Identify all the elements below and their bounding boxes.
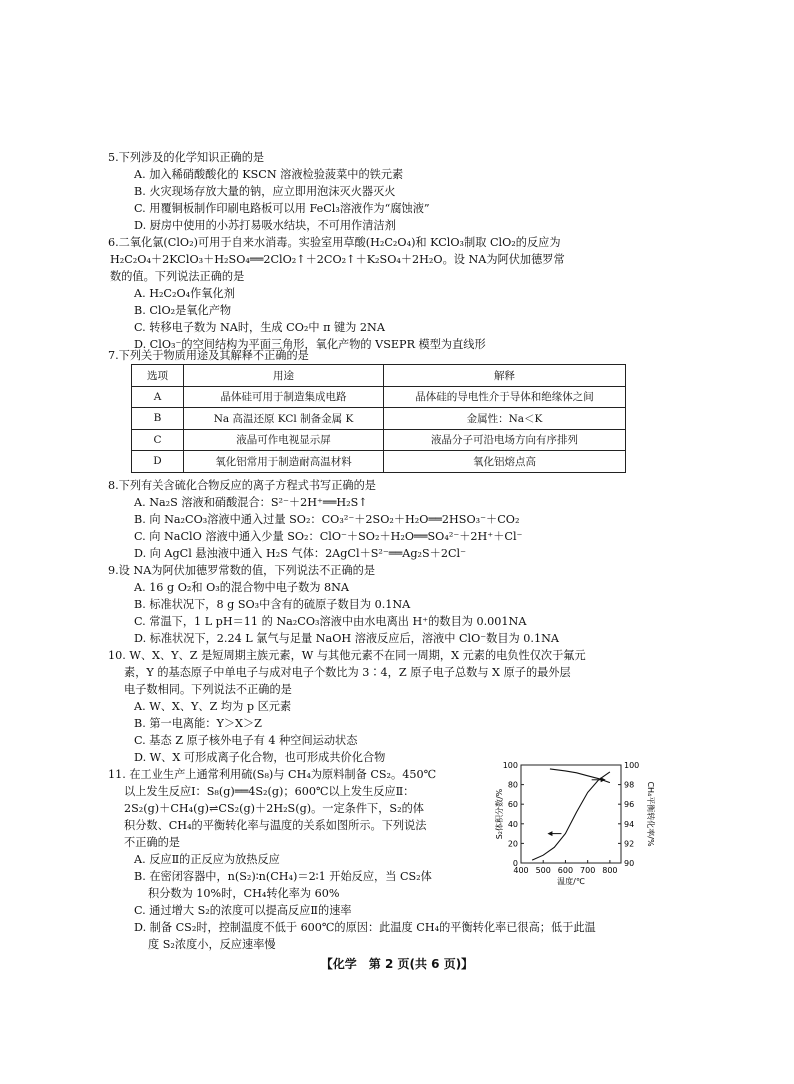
chart-plot-area: [494, 761, 656, 886]
right-axis-arrowhead: [601, 777, 606, 782]
y-left-tick-label: 60: [507, 800, 518, 810]
q5-option-d: D. 厨房中使用的小苏打易吸水结块，不可用作清洁剂: [134, 219, 396, 232]
q8-option-c: C. 向 NaClO 溶液中通入少量 SO₂：ClO⁻＋SO₂＋H₂O══SO₄²⁻＋2H⁺＋Cl⁻: [134, 530, 523, 543]
q6-option-b: B. ClO₂是氧化产物: [134, 304, 232, 317]
table-cell: C: [132, 429, 184, 451]
q11-stem-line4: 积分数、CH₄的平衡转化率与温度的关系如图所示。下列说法: [124, 819, 427, 832]
q9-option-c: C. 常温下，1 L pH＝11 的 Na₂CO₃溶液中由水电离出 H⁺的数目为 0.001NA: [134, 615, 527, 628]
table-header-cell: 选项: [132, 365, 184, 387]
y-right-tick-label: 94: [624, 819, 635, 829]
q10-option-d: D. W、X 可形成离子化合物，也可形成共价化合物: [134, 751, 386, 764]
x-tick-label: 400: [513, 866, 529, 875]
q5-option-a: A. 加入稀硝酸酸化的 KSCN 溶液检验菠菜中的铁元素: [134, 168, 404, 181]
q8-option-d: D. 向 AgCl 悬浊液中通入 H₂S 气体：2AgCl＋S²⁻══Ag₂S＋2Cl⁻: [134, 547, 467, 560]
q11-option-a: A. 反应Ⅱ的正反应为放热反应: [134, 853, 280, 866]
page-footer: 【化学 第 2 页(共 6 页)】: [320, 957, 474, 971]
y-right-tick-label: 96: [624, 800, 635, 810]
q10-stem-line3: 电子数相同。下列说法不正确的是: [124, 683, 292, 696]
q9-option-a: A. 16 g O₂和 O₃的混合物中电子数为 8NA: [134, 581, 349, 594]
table-row: [132, 429, 626, 451]
y-right-tick-label: 100: [624, 761, 640, 770]
q8-option-b: B. 向 Na₂CO₃溶液中通入过量 SO₂：CO₃²⁻＋2SO₂＋H₂O══2HSO₃⁻＋CO₂: [134, 513, 520, 526]
x-tick-label: 600: [557, 866, 574, 875]
table-header-cell: 解释: [384, 365, 626, 387]
q11-stem-line5: 不正确的是: [124, 836, 180, 849]
table-cell: 晶体硅可用于制造集成电路: [184, 386, 384, 408]
q8-stem: 8.下列有关含硫化合物反应的离子方程式书写正确的是: [108, 479, 376, 492]
y-left-axis-label: S₂体积分数/%: [495, 788, 504, 840]
q11-option-d-line1: D. 制备 CS₂时，控制温度不低于 600℃的原因：此温度 CH₄的平衡转化率已很高；低于此温: [134, 921, 596, 934]
q9-option-d: D. 标准状况下，2.24 L 氯气与足量 NaOH 溶液反应后，溶液中 ClO⁻数目为 0.1NA: [134, 632, 559, 645]
q10-stem-line1: 10. W、X、Y、Z 是短周期主族元素，W 与其他元素不在同一周期，X 元素的电负性仅次于氟元: [108, 649, 586, 662]
x-tick-label: 500: [535, 866, 551, 875]
q6-option-c: C. 转移电子数为 NA时，生成 CO₂中 π 键为 2NA: [134, 321, 385, 334]
q7-stem: 7.下列关于物质用途及其解释不正确的是: [108, 349, 309, 362]
table-cell: Na 高温还原 KCl 制备金属 K: [184, 408, 384, 430]
table-cell: A: [132, 386, 184, 408]
q5-option-b: B. 火灾现场存放大量的钠，应立即用泡沫灭火器灭火: [134, 185, 396, 198]
y-left-tick-label: 20: [507, 839, 518, 849]
series-line-1: [532, 772, 610, 860]
table-row: [132, 451, 626, 473]
q9-option-b: B. 标准状况下，8 g SO₃中含有的硫原子数目为 0.1NA: [134, 598, 411, 611]
q11-option-c: C. 通过增大 S₂的浓度可以提高反应Ⅱ的速率: [134, 904, 352, 917]
q5-stem: 5.下列涉及的化学知识正确的是: [108, 151, 265, 164]
chart-frame: [521, 765, 621, 863]
y-left-tick-label: 40: [507, 819, 518, 829]
y-right-axis-label: CH₄平衡转化率/%: [646, 781, 655, 847]
q10-option-b: B. 第一电离能：Y＞X＞Z: [134, 717, 262, 730]
table-row: [132, 386, 626, 408]
q6-option-d: D. ClO₃⁻的空间结构为平面三角形，氧化产物的 VSEPR 模型为直线形: [134, 338, 486, 351]
x-axis-label: 温度/℃: [557, 877, 585, 886]
table-header-row: [132, 365, 626, 387]
q6-stem-line3: 数的值。下列说法正确的是: [110, 270, 245, 283]
q6-stem-line2: H₂C₂O₄＋2KClO₃＋H₂SO₄══2ClO₂↑＋2CO₂↑＋K₂SO₄＋2H₂O。设 NA为阿伏加德罗常: [110, 253, 565, 266]
y-left-tick-label: 0: [512, 859, 518, 868]
table-cell: 金属性：Na＜K: [384, 408, 626, 430]
q6-option-a: A. H₂C₂O₄作氧化剂: [134, 287, 235, 300]
table-cell: 液晶可作电视显示屏: [184, 429, 384, 451]
q5-option-c: C. 用覆铜板制作印刷电路板可以用 FeCl₃溶液作为“腐蚀液”: [134, 202, 430, 215]
q10-stem-line2: 素，Y 的基态原子中单电子与成对电子个数比为 3∶4，Z 原子电子总数与 X 原子的最外层: [124, 666, 571, 679]
y-right-tick-label: 90: [624, 859, 635, 868]
x-tick-label: 700: [580, 866, 596, 875]
q11-option-d-line2: 度 S₂浓度小，反应速率慢: [148, 938, 276, 951]
table-cell: 氧化铝常用于制造耐高温材料: [184, 451, 384, 473]
q11-option-b-line1: B. 在密闭容器中，n(S₂)∶n(CH₄)＝2∶1 开始反应，当 CS₂体: [134, 870, 432, 883]
q11-chart: [493, 760, 653, 888]
q7-table: [131, 364, 626, 473]
q10-option-c: C. 基态 Z 原子核外电子有 4 种空间运动状态: [134, 734, 358, 747]
table-cell: 液晶分子可沿电场方向有序排列: [384, 429, 626, 451]
table-cell: B: [132, 408, 184, 430]
table-row: [132, 408, 626, 430]
table-cell: 晶体硅的导电性介于导体和绝缘体之间: [384, 386, 626, 408]
q11-stem-line2: 以上发生反应Ⅰ：S₈(g)══4S₂(g)；600℃以上发生反应Ⅱ：: [124, 785, 415, 798]
y-left-tick-label: 100: [502, 761, 518, 770]
y-left-tick-label: 80: [507, 780, 518, 790]
q11-stem-line3: 2S₂(g)＋CH₄(g)⇌CS₂(g)＋2H₂S(g)。一定条件下，S₂的体: [124, 802, 424, 815]
table-header-cell: 用途: [184, 365, 384, 387]
q11-stem-line1: 11. 在工业生产上通常利用硫(S₈)与 CH₄为原料制备 CS₂。450℃: [108, 768, 437, 781]
x-tick-label: 800: [602, 866, 618, 875]
q8-option-a: A. Na₂S 溶液和硝酸混合：S²⁻＋2H⁺══H₂S↑: [134, 496, 368, 509]
q11-option-b-line2: 积分数为 10%时，CH₄转化率为 60%: [148, 887, 340, 900]
table-cell: D: [132, 451, 184, 473]
y-right-tick-label: 92: [624, 839, 635, 849]
q10-option-a: A. W、X、Y、Z 均为 p 区元素: [134, 700, 292, 713]
left-axis-arrowhead: [547, 831, 552, 836]
q6-stem-line1: 6.二氧化氯(ClO₂)可用于自来水消毒。实验室用草酸(H₂C₂O₄)和 KClO₃制取 ClO₂的反应为: [108, 236, 561, 249]
q9-stem: 9.设 NA为阿伏加德罗常数的值，下列说法不正确的是: [108, 564, 376, 577]
table-cell: 氧化铝熔点高: [384, 451, 626, 473]
y-right-tick-label: 98: [624, 780, 635, 790]
